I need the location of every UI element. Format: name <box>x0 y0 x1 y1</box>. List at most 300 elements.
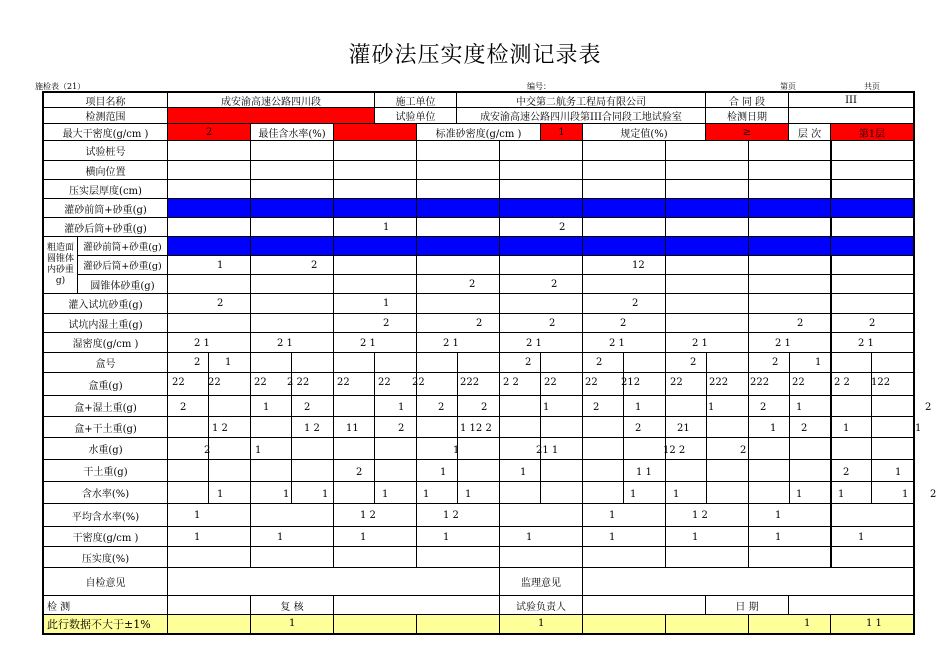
hole-sand-cell[interactable] <box>250 293 334 314</box>
row-dry-density: 干密度(g/cm ) <box>43 526 168 547</box>
box-dry-cell[interactable] <box>540 416 583 438</box>
box-no-cell[interactable] <box>871 352 915 373</box>
box-dry-cell[interactable] <box>582 416 624 438</box>
scope-label: 检测范围 <box>43 107 168 124</box>
before-fill-cell[interactable] <box>250 198 334 218</box>
water-cell[interactable] <box>374 437 417 460</box>
cone-after-cell[interactable] <box>250 255 334 275</box>
date-footer-value[interactable] <box>788 595 914 615</box>
lateral-cell[interactable] <box>748 160 832 180</box>
dry-soil-cell[interactable] <box>250 459 292 482</box>
dry-density-cell[interactable] <box>416 526 500 547</box>
wet-soil-cell[interactable] <box>499 313 583 333</box>
box-no-cell[interactable] <box>789 352 832 373</box>
wet-soil-cell[interactable] <box>748 313 832 333</box>
box-no-cell[interactable] <box>540 352 583 373</box>
box-wet-cell[interactable] <box>374 395 417 417</box>
moisture-value: 1 <box>283 489 290 500</box>
dry-density-cell[interactable] <box>830 526 915 547</box>
box-wt-value: 2 22 <box>287 377 310 388</box>
before-fill-cell[interactable] <box>582 198 666 218</box>
dry-soil-value: 2 <box>356 467 363 478</box>
hole-sand-cell[interactable] <box>499 293 583 314</box>
lab-head-value[interactable] <box>582 595 706 615</box>
hole-sand-cell[interactable] <box>748 293 832 314</box>
lateral-cell[interactable] <box>250 160 334 180</box>
row-after-fill: 灌砂后筒+砂重(g) <box>43 217 168 237</box>
row-cone-after: 灌砂后筒+砂重(g) <box>77 255 168 275</box>
box-no-cell[interactable] <box>499 352 541 373</box>
after-fill-cell[interactable] <box>748 217 832 237</box>
box-wet-cell[interactable] <box>250 395 292 417</box>
row-water: 水重(g) <box>43 437 168 460</box>
self-check-label: 自检意见 <box>43 567 168 596</box>
box-no-cell[interactable] <box>374 352 417 373</box>
review-label: 复 核 <box>250 595 334 615</box>
box-dry-cell[interactable] <box>706 416 749 438</box>
pile-no-cell[interactable] <box>416 140 500 161</box>
page-number: 第页 <box>780 82 796 91</box>
dry-soil-cell[interactable] <box>457 459 500 482</box>
avg-moisture-value: 1 <box>775 510 782 521</box>
before-fill-cell[interactable] <box>748 198 832 218</box>
max-density[interactable]: 2 <box>167 123 251 141</box>
cone-after-cell[interactable] <box>416 255 500 275</box>
box-no-cell[interactable] <box>706 352 749 373</box>
box-dry-cell[interactable] <box>250 416 292 438</box>
moisture-cell[interactable] <box>665 481 707 504</box>
cone-after-cell[interactable] <box>830 255 915 275</box>
moisture-value: 1 <box>673 489 680 500</box>
box-dry-cell[interactable] <box>623 416 666 438</box>
compaction-cell[interactable] <box>665 546 749 568</box>
box-wet-cell[interactable] <box>208 395 251 417</box>
box-dry-cell[interactable] <box>748 416 790 438</box>
opt-moisture-label: 最佳含水率(%) <box>250 123 334 141</box>
lateral-cell[interactable] <box>167 160 251 180</box>
cone-before-cell[interactable] <box>499 236 583 256</box>
dry-density-cell[interactable] <box>582 526 666 547</box>
box-wet-cell[interactable] <box>333 395 375 417</box>
thickness-cell[interactable] <box>167 179 251 199</box>
lab-label: 试验单位 <box>374 107 457 124</box>
cone-sand-cell[interactable] <box>830 274 915 294</box>
water-cell[interactable] <box>291 437 334 460</box>
dry-density-cell[interactable] <box>499 526 583 547</box>
moisture-cell[interactable] <box>830 481 872 504</box>
row-box-dry: 盒+干土重(g) <box>43 416 168 438</box>
hole-sand-value: 1 <box>383 298 390 309</box>
wet-soil-cell[interactable] <box>665 313 749 333</box>
contract-section: III <box>788 92 914 108</box>
box-wet-cell[interactable] <box>665 395 707 417</box>
row-compaction: 压实度(%) <box>43 546 168 568</box>
cone-sand-cell[interactable] <box>748 274 832 294</box>
compaction-cell[interactable] <box>499 546 583 568</box>
avg-moisture-value: 1 <box>609 510 616 521</box>
box-no-cell[interactable] <box>623 352 666 373</box>
pile-no-cell[interactable] <box>167 140 251 161</box>
lateral-cell[interactable] <box>333 160 417 180</box>
dry-soil-cell[interactable] <box>540 459 583 482</box>
lateral-cell[interactable] <box>416 160 500 180</box>
dry-soil-cell[interactable] <box>582 459 624 482</box>
cone-sand-cell[interactable] <box>416 274 500 294</box>
row-lateral: 横向位置 <box>43 160 168 180</box>
moisture-cell[interactable] <box>871 481 915 504</box>
row-wet-density: 湿密度(g/cm ) <box>43 332 168 353</box>
wet-density-value: 2 1 <box>775 338 791 349</box>
dry-density-cell[interactable] <box>665 526 749 547</box>
note-label: 此行数据不大于±1% <box>43 614 168 634</box>
box-dry-value: 2 <box>635 423 642 434</box>
water-cell[interactable] <box>582 437 624 460</box>
wet-density-value: 2 1 <box>194 338 210 349</box>
review-value[interactable] <box>333 595 500 615</box>
lab-head-label: 试验负责人 <box>499 595 583 615</box>
after-fill-cell[interactable] <box>167 217 251 237</box>
scope-value[interactable] <box>167 107 375 124</box>
contractor: 中交第二航务工程局有限公司 <box>456 92 706 108</box>
cone-sand-cell[interactable] <box>665 274 749 294</box>
dry-soil-cell[interactable] <box>830 459 872 482</box>
moisture-cell[interactable] <box>540 481 583 504</box>
moisture-value: 2 <box>930 489 937 500</box>
water-cell[interactable] <box>789 437 832 460</box>
box-no-cell[interactable] <box>830 352 872 373</box>
hole-sand-cell[interactable] <box>582 293 666 314</box>
box-no-cell[interactable] <box>333 352 375 373</box>
date-footer-label: 日 期 <box>705 595 789 615</box>
box-wet-value: 1 <box>708 402 715 413</box>
compaction-cell[interactable] <box>333 546 417 568</box>
cone-after-cell[interactable] <box>499 255 583 275</box>
dry-density-value: 1 <box>194 532 201 543</box>
dry-soil-value: 2 <box>843 467 850 478</box>
lateral-cell[interactable] <box>665 160 749 180</box>
moisture-cell[interactable] <box>748 481 790 504</box>
wet-soil-cell[interactable] <box>250 313 334 333</box>
box-no-cell[interactable] <box>291 352 334 373</box>
box-no-cell[interactable] <box>167 352 209 373</box>
box-wet-cell[interactable] <box>871 395 915 417</box>
cone-after-cell[interactable] <box>333 255 417 275</box>
pile-no-cell[interactable] <box>665 140 749 161</box>
wet-soil-cell[interactable] <box>167 313 251 333</box>
compaction-cell[interactable] <box>748 546 832 568</box>
dry-soil-cell[interactable] <box>416 459 458 482</box>
box-wet-cell[interactable] <box>748 395 790 417</box>
avg-moisture-cell[interactable] <box>250 503 334 527</box>
dry-soil-value: 1 <box>520 467 527 478</box>
box-wet-cell[interactable] <box>623 395 666 417</box>
dry-soil-value: 1 1 <box>636 467 652 478</box>
box-dry-value: 2 <box>801 423 808 434</box>
box-wet-value: 2 <box>925 402 932 413</box>
dry-density-value: 1 <box>609 532 616 543</box>
std-sand-density[interactable]: 1 <box>540 123 583 141</box>
dry-density-cell[interactable] <box>167 526 251 547</box>
box-wet-cell[interactable] <box>416 395 458 417</box>
cone-before-cell[interactable] <box>830 236 915 256</box>
thickness-cell[interactable] <box>333 179 417 199</box>
box-dry-value: 1 <box>770 423 777 434</box>
moisture-cell[interactable] <box>706 481 749 504</box>
water-cell[interactable] <box>333 437 375 460</box>
cone-before-cell[interactable] <box>665 236 749 256</box>
pile-no-cell[interactable] <box>250 140 334 161</box>
after-fill-cell[interactable] <box>830 217 915 237</box>
row-pile-no: 试验桩号 <box>43 140 168 161</box>
box-wt-value: 22 <box>585 377 598 388</box>
cone-after-cell[interactable] <box>582 255 666 275</box>
layer-value[interactable]: 第1层 <box>830 123 914 141</box>
box-wt-value: 212 <box>621 377 641 388</box>
box-dry-value: 1 2 <box>304 423 320 434</box>
dry-soil-cell[interactable] <box>871 459 915 482</box>
wet-density-value: 2 1 <box>443 338 459 349</box>
box-dry-value: 1 12 2 <box>460 423 492 434</box>
wet-soil-cell[interactable] <box>333 313 417 333</box>
cone-after-cell[interactable] <box>748 255 832 275</box>
box-dry-value: 1 <box>915 423 922 434</box>
cone-sand-cell[interactable] <box>250 274 334 294</box>
box-dry-cell[interactable] <box>871 416 915 438</box>
before-fill-cell[interactable] <box>167 198 251 218</box>
after-fill-cell[interactable] <box>250 217 334 237</box>
hole-sand-cell[interactable] <box>333 293 417 314</box>
compaction-cell[interactable] <box>416 546 500 568</box>
cone-sand-cell[interactable] <box>333 274 417 294</box>
water-value: 21 1 <box>536 445 559 456</box>
water-cell[interactable] <box>748 437 790 460</box>
moisture-cell[interactable] <box>208 481 251 504</box>
after-fill-cell[interactable] <box>582 217 666 237</box>
date-value[interactable] <box>788 107 914 124</box>
moisture-value: 1 <box>630 489 637 500</box>
thickness-cell[interactable] <box>665 179 749 199</box>
thickness-cell[interactable] <box>416 179 500 199</box>
moisture-cell[interactable] <box>457 481 500 504</box>
box-dry-cell[interactable] <box>416 416 458 438</box>
box-wet-cell[interactable] <box>167 395 209 417</box>
after-fill-cell[interactable] <box>499 217 583 237</box>
wet-soil-value: 2 <box>620 318 627 329</box>
wet-soil-cell[interactable] <box>416 313 500 333</box>
dry-soil-cell[interactable] <box>706 459 749 482</box>
pile-no-cell[interactable] <box>333 140 417 161</box>
box-no-cell[interactable] <box>582 352 624 373</box>
opt-moisture[interactable] <box>333 123 417 141</box>
dry-soil-cell[interactable] <box>208 459 251 482</box>
moisture-value: 1 <box>838 489 845 500</box>
dry-soil-cell[interactable] <box>748 459 790 482</box>
water-cell[interactable] <box>416 437 458 460</box>
box-no-value: 2 <box>525 357 532 368</box>
dry-soil-cell[interactable] <box>167 459 209 482</box>
hole-sand-cell[interactable] <box>416 293 500 314</box>
avg-moisture-cell[interactable] <box>167 503 251 527</box>
box-dry-cell[interactable] <box>789 416 832 438</box>
box-wet-cell[interactable] <box>582 395 624 417</box>
box-dry-cell[interactable] <box>830 416 872 438</box>
thickness-cell[interactable] <box>250 179 334 199</box>
dry-soil-cell[interactable] <box>789 459 832 482</box>
hole-sand-cell[interactable] <box>167 293 251 314</box>
pile-no-cell[interactable] <box>582 140 666 161</box>
moisture-cell[interactable] <box>333 481 375 504</box>
water-cell[interactable] <box>499 437 541 460</box>
before-fill-cell[interactable] <box>830 198 915 218</box>
supervisor-value[interactable] <box>582 567 914 596</box>
cone-after-cell[interactable] <box>665 255 749 275</box>
contract-section-label: 合 同 段 <box>705 92 789 108</box>
box-dry-value: 1 2 <box>212 423 228 434</box>
cone-before-cell[interactable] <box>748 236 832 256</box>
water-cell[interactable] <box>457 437 500 460</box>
box-no-cell[interactable] <box>665 352 707 373</box>
compaction-cell[interactable] <box>250 546 334 568</box>
avg-moisture-value: 1 <box>194 510 201 521</box>
box-wet-value: 2 <box>760 402 767 413</box>
self-check-value[interactable] <box>167 567 500 596</box>
compaction-cell[interactable] <box>582 546 666 568</box>
avg-moisture-cell[interactable] <box>499 503 583 527</box>
after-fill-cell[interactable] <box>416 217 500 237</box>
cone-sand-value: 2 <box>551 279 558 290</box>
row-cone-before: 灌砂前筒+砂重(g) <box>77 236 168 256</box>
wet-density-value: 2 1 <box>360 338 376 349</box>
note-cell[interactable] <box>582 614 666 634</box>
box-no-value: 1 <box>225 357 232 368</box>
dry-density-value: 1 <box>858 532 865 543</box>
cone-after-cell[interactable] <box>167 255 251 275</box>
box-wt-value: 22 <box>378 377 391 388</box>
row-box-no: 盒号 <box>43 352 168 373</box>
dry-soil-cell[interactable] <box>333 459 375 482</box>
after-fill-cell[interactable] <box>333 217 417 237</box>
pile-no-cell[interactable] <box>748 140 832 161</box>
box-wt-value: 22 <box>792 377 805 388</box>
note-cell[interactable] <box>748 614 832 634</box>
moisture-cell[interactable] <box>499 481 541 504</box>
moisture-cell[interactable] <box>374 481 417 504</box>
compaction-cell[interactable] <box>167 546 251 568</box>
note-cell[interactable] <box>416 614 500 634</box>
box-no-cell[interactable] <box>748 352 790 373</box>
dry-soil-cell[interactable] <box>374 459 417 482</box>
note-cell[interactable] <box>167 614 251 634</box>
box-wt-value: 22 <box>412 377 425 388</box>
lateral-cell[interactable] <box>499 160 583 180</box>
cone-before-cell[interactable] <box>416 236 500 256</box>
water-cell[interactable] <box>830 437 872 460</box>
dry-soil-cell[interactable] <box>291 459 334 482</box>
before-fill-cell[interactable] <box>333 198 417 218</box>
water-cell[interactable] <box>623 437 666 460</box>
before-fill-cell[interactable] <box>665 198 749 218</box>
pile-no-cell[interactable] <box>830 140 915 161</box>
dry-density-value: 1 <box>692 532 699 543</box>
dry-soil-cell[interactable] <box>665 459 707 482</box>
row-thickness: 压实层厚度(cm) <box>43 179 168 199</box>
dry-density-cell[interactable] <box>748 526 832 547</box>
moisture-value: 1 <box>382 489 389 500</box>
wet-density-value: 2 1 <box>277 338 293 349</box>
moisture-cell[interactable] <box>167 481 209 504</box>
cone-sand-cell[interactable] <box>499 274 583 294</box>
thickness-cell[interactable] <box>582 179 666 199</box>
note-vals-value: 1 <box>289 618 296 629</box>
box-dry-cell[interactable] <box>499 416 541 438</box>
box-wet-cell[interactable] <box>499 395 541 417</box>
lateral-cell[interactable] <box>582 160 666 180</box>
water-cell[interactable] <box>871 437 915 460</box>
wet-density-value: 2 1 <box>526 338 542 349</box>
box-no-cell[interactable] <box>416 352 458 373</box>
dry-density-cell[interactable] <box>333 526 417 547</box>
thickness-cell[interactable] <box>499 179 583 199</box>
dry-density-cell[interactable] <box>250 526 334 547</box>
avg-moisture-cell[interactable] <box>830 503 915 527</box>
inspect-value[interactable] <box>167 595 251 615</box>
box-dry-value: 21 <box>677 423 690 434</box>
box-wet-value: 2 <box>180 402 187 413</box>
lateral-cell[interactable] <box>830 160 915 180</box>
cone-sand-cell[interactable] <box>582 274 666 294</box>
note-cell[interactable] <box>333 614 417 634</box>
note-vals-value: 1 1 <box>866 618 882 629</box>
hole-sand-cell[interactable] <box>830 293 915 314</box>
moisture-value: 1 <box>902 489 909 500</box>
cone-before-cell[interactable] <box>250 236 334 256</box>
box-dry-cell[interactable] <box>374 416 417 438</box>
thickness-cell[interactable] <box>748 179 832 199</box>
water-cell[interactable] <box>208 437 251 460</box>
box-no-value: 2 <box>772 357 779 368</box>
hole-sand-cell[interactable] <box>665 293 749 314</box>
thickness-cell[interactable] <box>830 179 915 199</box>
compaction-cell[interactable] <box>830 546 915 568</box>
box-wt-value: 122 <box>871 377 891 388</box>
page-title: 灌砂法压实度检测记录表 <box>348 43 602 68</box>
cone-before-cell[interactable] <box>582 236 666 256</box>
box-dry-value: 1 <box>843 423 850 434</box>
box-no-cell[interactable] <box>457 352 500 373</box>
avg-moisture-cell[interactable] <box>748 503 832 527</box>
box-dry-cell[interactable] <box>167 416 209 438</box>
before-fill-cell[interactable] <box>499 198 583 218</box>
water-cell[interactable] <box>167 437 209 460</box>
box-wet-value: 2 <box>593 402 600 413</box>
layer-label: 层 次 <box>788 123 831 141</box>
pile-no-cell[interactable] <box>499 140 583 161</box>
after-fill-cell[interactable] <box>665 217 749 237</box>
moisture-cell[interactable] <box>582 481 624 504</box>
box-no-cell[interactable] <box>250 352 292 373</box>
cone-before-cell[interactable] <box>333 236 417 256</box>
cone-before-cell[interactable] <box>167 236 251 256</box>
before-fill-cell[interactable] <box>416 198 500 218</box>
spec-value[interactable]: ≥ <box>705 123 789 141</box>
note-cell[interactable] <box>665 614 749 634</box>
box-wet-cell[interactable] <box>830 395 872 417</box>
box-wet-cell[interactable] <box>291 395 334 417</box>
cone-sand-cell[interactable] <box>167 274 251 294</box>
row-box-wet: 盒+湿土重(g) <box>43 395 168 417</box>
avg-moisture-cell[interactable] <box>582 503 666 527</box>
box-wet-cell[interactable] <box>457 395 500 417</box>
